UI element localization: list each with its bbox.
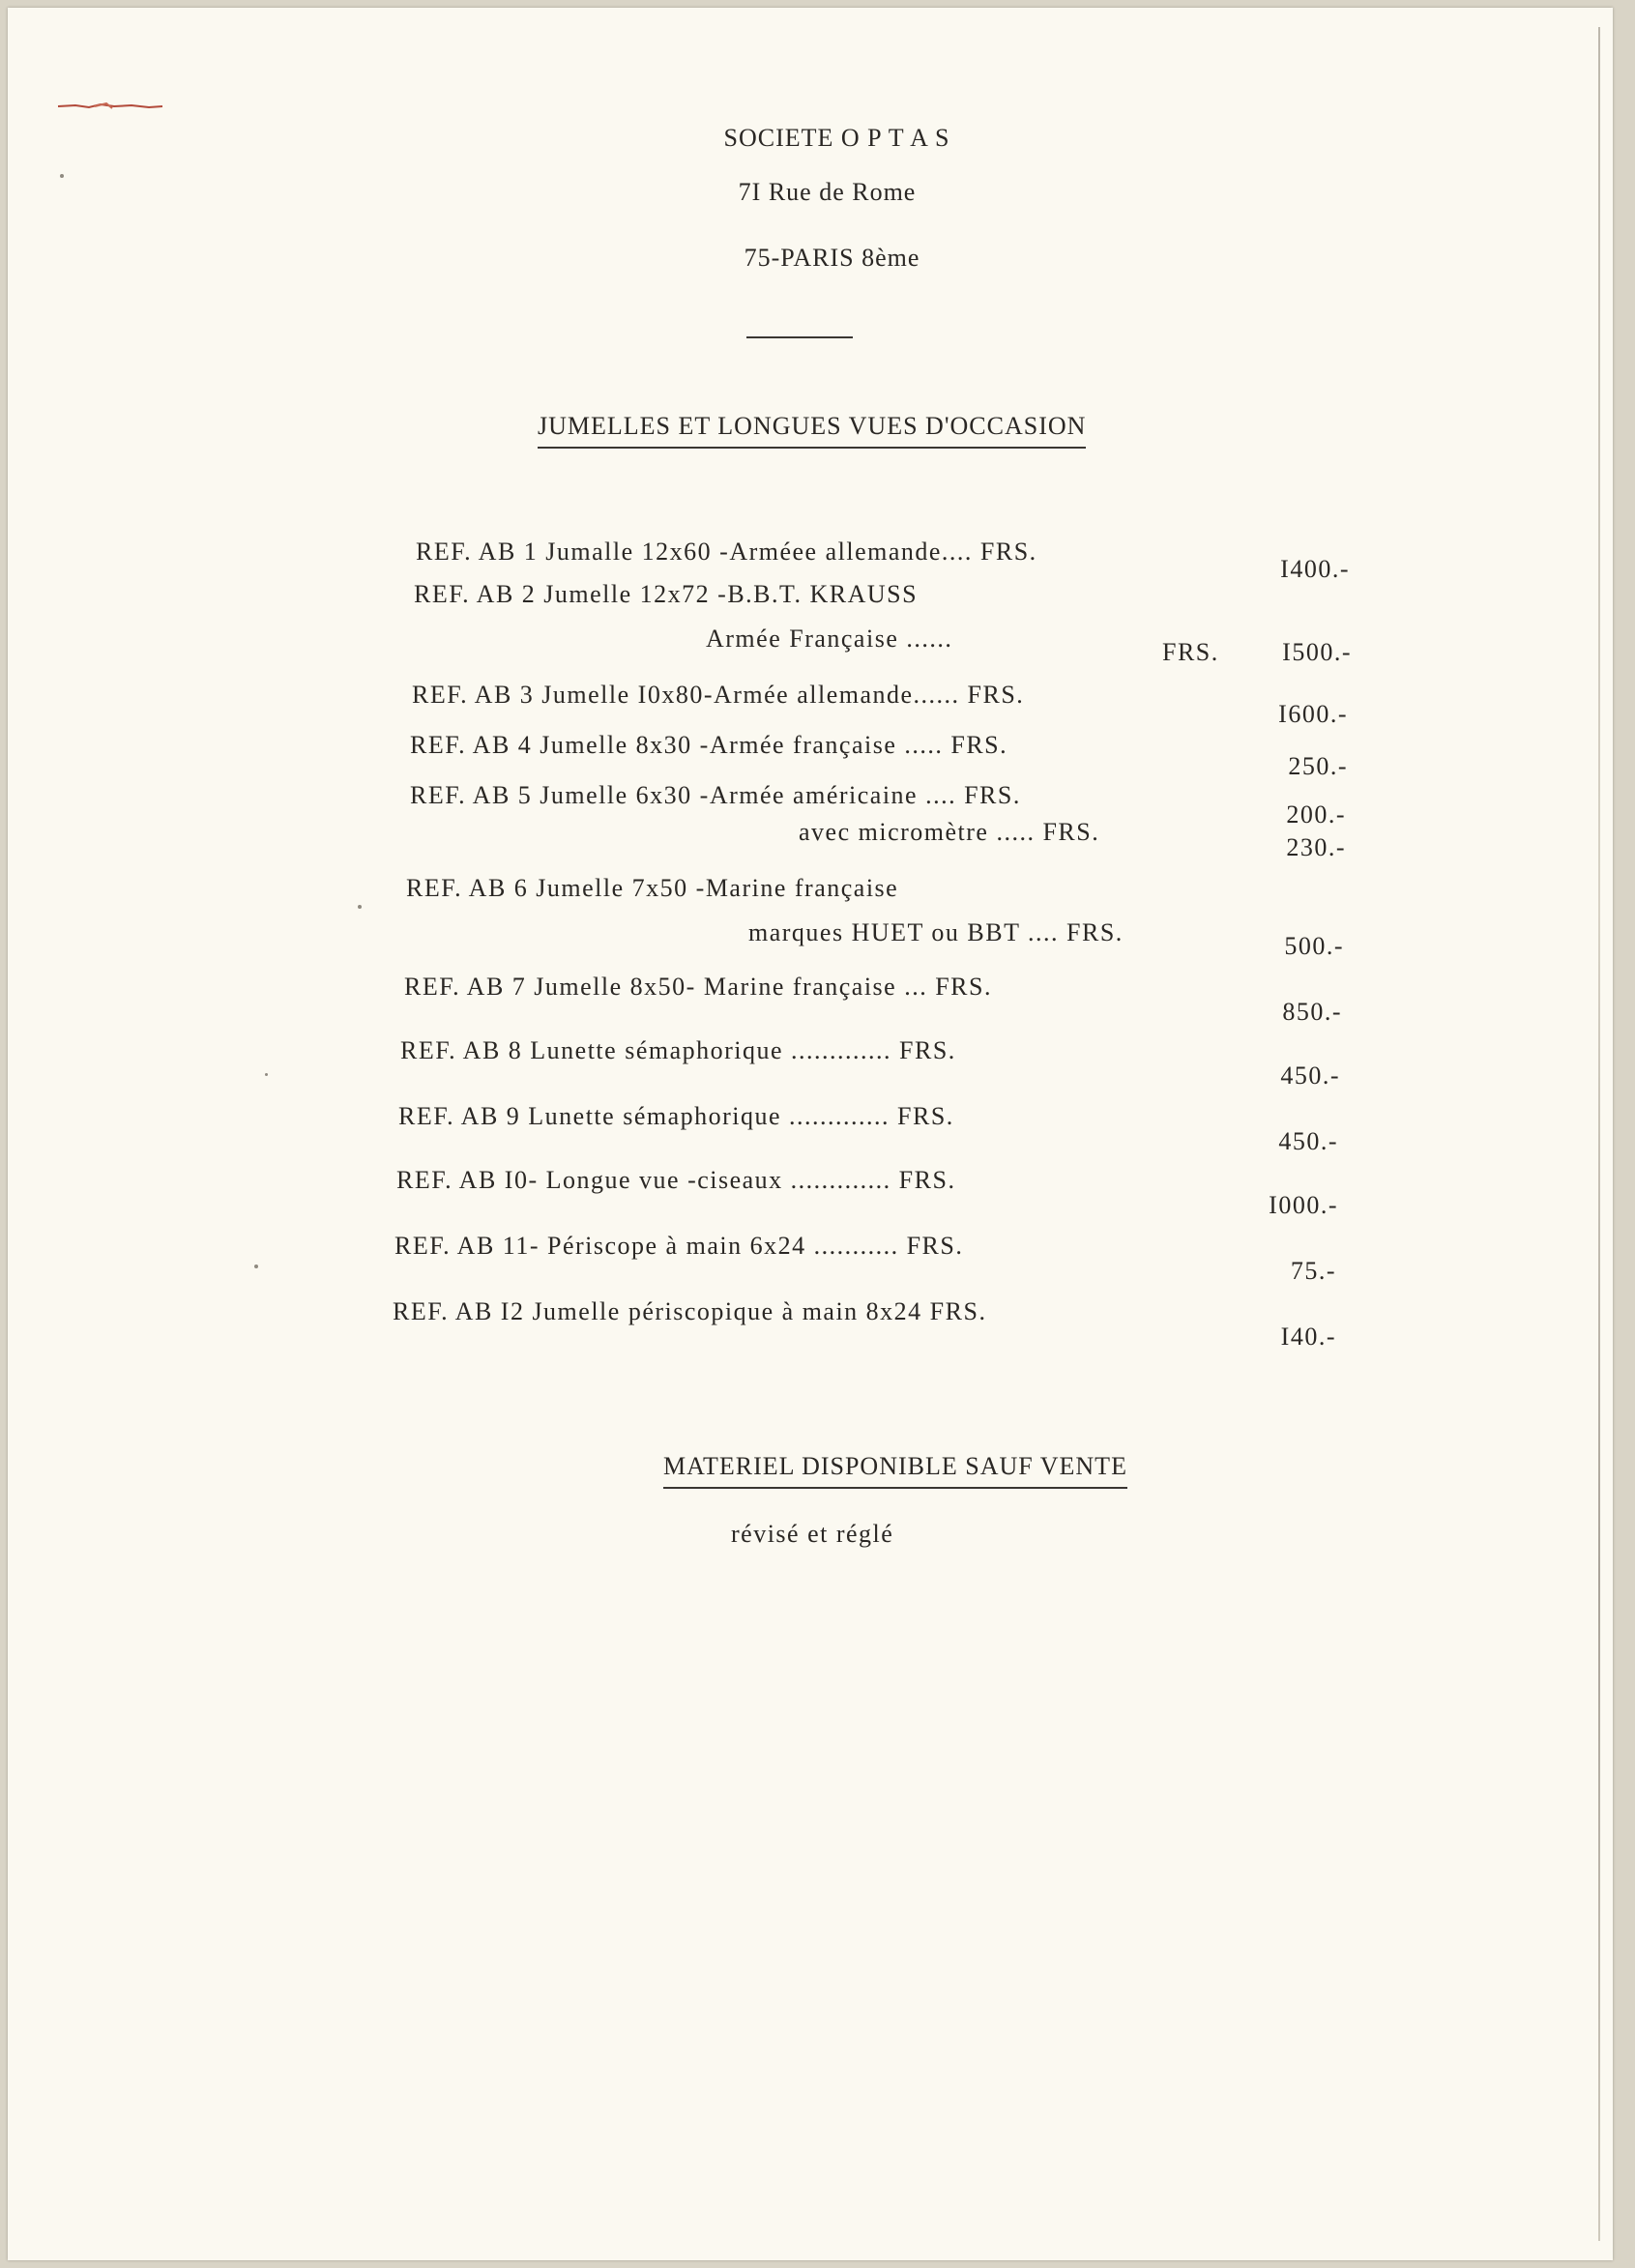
document-page — [8, 8, 1613, 2260]
ink-speck — [265, 1073, 268, 1076]
list-item-line: avec micromètre ..... FRS. — [799, 818, 1100, 846]
item-price: 75.- — [1290, 1257, 1336, 1285]
item-price: I40.- — [1280, 1323, 1336, 1351]
item-price: 500.- — [1284, 932, 1344, 960]
ink-speck — [358, 905, 362, 909]
item-price: 850.- — [1282, 998, 1342, 1026]
ink-speck — [254, 1265, 258, 1268]
list-item-line: REF. AB I2 Jumelle périscopique à main 8x24 FRS. — [393, 1297, 987, 1325]
list-item-line: Armée Française ...... — [706, 625, 953, 653]
item-price: 200.- — [1286, 800, 1346, 829]
list-item-line: REF. AB 6 Jumelle 7x50 -Marine française — [406, 874, 899, 902]
item-price: I400.- — [1280, 555, 1350, 583]
list-item-line: REF. AB 11- Périscope à main 6x24 ........... FRS. — [394, 1232, 964, 1260]
list-item-line: REF. AB 9 Lunette sémaphorique ............. FRS. — [398, 1102, 954, 1130]
company-city: 75-PARIS 8ème — [744, 244, 920, 272]
header-divider — [746, 336, 853, 338]
list-item-line: REF. AB 2 Jumelle 12x72 -B.B.T. KRAUSS — [414, 580, 919, 608]
item-currency: FRS. — [1162, 638, 1219, 666]
list-item-line: REF. AB 8 Lunette sémaphorique ............. FRS. — [400, 1036, 956, 1064]
item-price: 230.- — [1286, 833, 1346, 861]
item-price: 450.- — [1280, 1061, 1340, 1090]
paper-tear-mark — [56, 101, 164, 112]
page-title: JUMELLES ET LONGUES VUES D'OCCASION — [538, 412, 1086, 449]
list-item-line: REF. AB 4 Jumelle 8x30 -Armée française ..... FRS. — [410, 731, 1008, 759]
item-price: I500.- — [1282, 638, 1352, 666]
availability-notice: MATERIEL DISPONIBLE SAUF VENTE — [663, 1452, 1127, 1489]
letterhead — [0, 126, 1635, 271]
item-price: I600.- — [1278, 700, 1348, 728]
company-street: 7I Rue de Rome — [738, 178, 917, 206]
list-item-line: REF. AB 3 Jumelle I0x80-Armée allemande...... FRS. — [412, 681, 1025, 709]
item-price: 450.- — [1278, 1127, 1338, 1155]
list-item-line: REF. AB 1 Jumalle 12x60 -Arméee allemande.... FRS. — [416, 538, 1037, 566]
list-item-line: REF. AB I0- Longue vue -ciseaux ............. FRS. — [396, 1166, 956, 1194]
page-edge-shadow — [1598, 27, 1600, 2241]
list-item-line: REF. AB 5 Jumelle 6x30 -Armée américaine .... FRS. — [410, 781, 1021, 809]
list-item-line: marques HUET ou BBT .... FRS. — [748, 918, 1124, 946]
condition-note: révisé et réglé — [731, 1520, 894, 1548]
item-price: I000.- — [1269, 1191, 1338, 1219]
list-item-line: REF. AB 7 Jumelle 8x50- Marine française ... FRS. — [404, 973, 992, 1001]
item-price: 250.- — [1288, 752, 1348, 780]
company-name: SOCIETE O P T A S — [723, 124, 950, 152]
